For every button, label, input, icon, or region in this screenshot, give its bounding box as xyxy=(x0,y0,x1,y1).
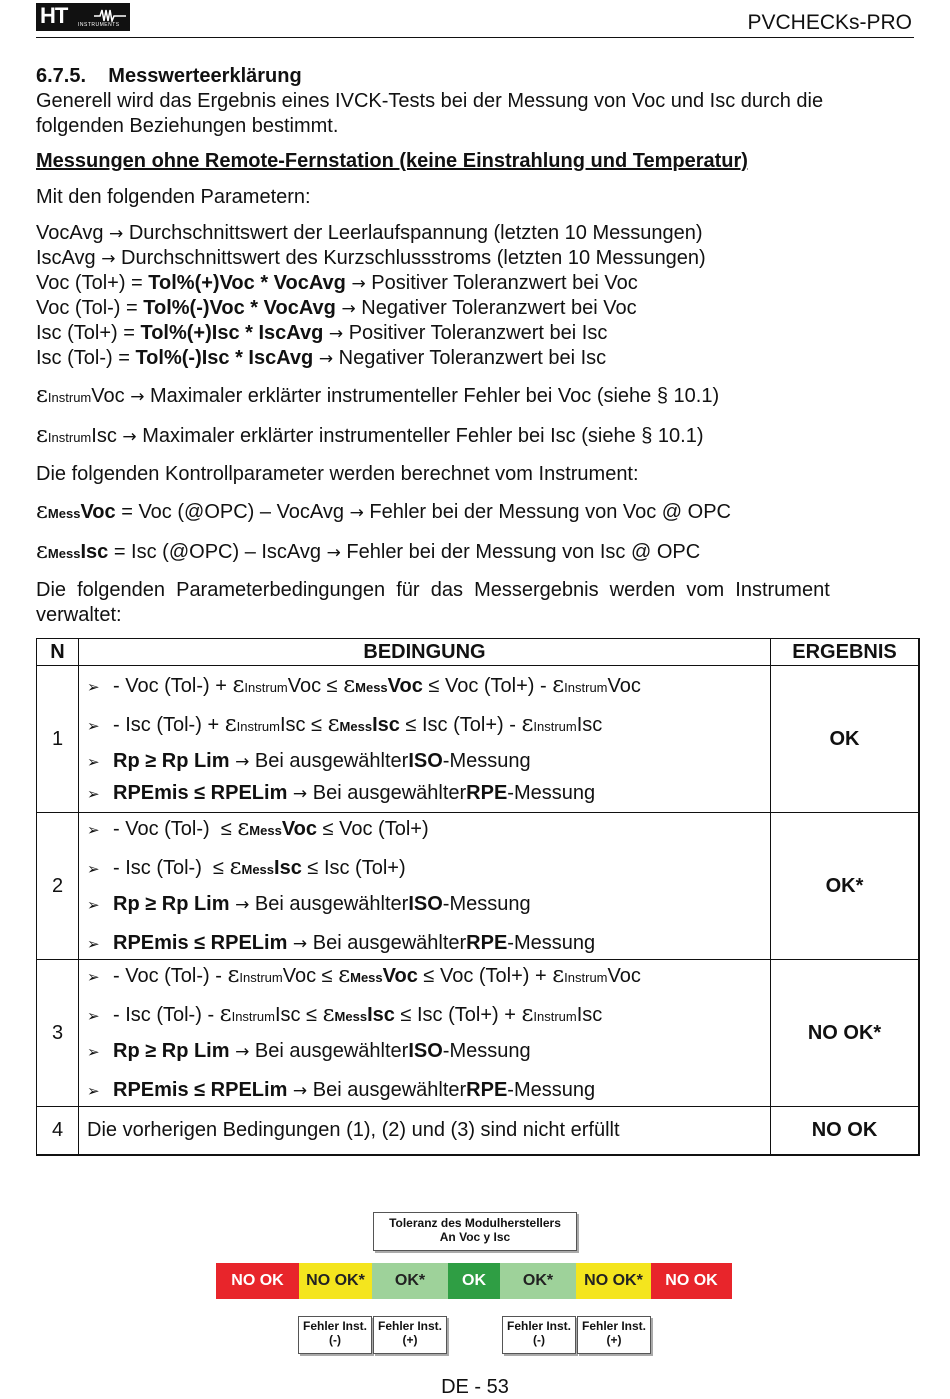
waveform-icon xyxy=(94,8,126,22)
ht-logo xyxy=(36,3,130,31)
arrow-icon: → xyxy=(318,349,334,369)
arrow-icon: → xyxy=(326,543,341,563)
arrow-icon: → xyxy=(130,387,145,407)
tolerance-segment: OK xyxy=(448,1263,501,1299)
row-number: 2 xyxy=(37,813,79,960)
arrow-icon: → xyxy=(235,895,250,915)
arrow-icon: → xyxy=(292,1081,308,1101)
tolerance-segment: NO OK* xyxy=(576,1263,652,1299)
condition-rp: ➢ Rp ≥ Rp Lim → Bei ausgewählter ISO -Messung xyxy=(87,893,531,915)
error-box-right-plus: Fehler Inst. (+) xyxy=(577,1316,651,1354)
row-result: NO OK xyxy=(771,1107,919,1155)
param-eps-instrum-isc: εInstrumIsc → Maximaler erklärter instrumenteller Fehler bei Isc (siehe § 10.1) xyxy=(36,422,704,448)
condition-isc: ➢ - Isc (Tol-) - ε Instrum Isc ≤ ε Mess Isc ≤ Isc (Tol+) + ε Instrum Isc xyxy=(87,1001,603,1027)
condition-rp: ➢ Rp ≥ Rp Lim → Bei ausgewählter ISO -Messung xyxy=(87,749,531,772)
cond-intro-line-1: Die folgenden Parameterbedingungen für das Messergebnis werden vom Instrument xyxy=(36,579,830,601)
arrow-icon: → xyxy=(328,324,344,344)
section-number: 6.7.5. xyxy=(36,65,87,87)
param-eps-instrum-voc: εInstrumVoc → Maximaler erklärter instrumenteller Fehler bei Voc (siehe § 10.1) xyxy=(36,382,720,408)
param-eps-mess-voc: εMessVoc = Voc (@OPC) – VocAvg → Fehler bei der Messung von Voc @ OPC xyxy=(36,498,731,524)
intro-line-1: Generell wird das Ergebnis eines IVCK-Tests bei der Messung von Voc und Isc durch die xyxy=(36,90,824,112)
tolerance-segment: OK* xyxy=(372,1263,449,1299)
arrow-icon: → xyxy=(292,934,308,954)
arrow-icon: → xyxy=(109,224,124,244)
arrow-icon: → xyxy=(349,503,364,523)
tolerance-segment: NO OK* xyxy=(299,1263,373,1299)
row-number: 3 xyxy=(37,960,79,1107)
control-intro: Die folgenden Kontrollparameter werden berechnet vom Instrument: xyxy=(36,463,639,485)
conditions-table xyxy=(36,638,920,1156)
table-row xyxy=(37,960,919,1107)
bullet-icon: ➢ xyxy=(87,1082,100,1100)
arrow-icon: → xyxy=(351,274,366,294)
tolerance-title-line-1: Toleranz des Modulherstellers xyxy=(389,1216,561,1230)
section-heading xyxy=(36,64,302,89)
row-result: NO OK* xyxy=(771,960,919,1107)
condition-rpe: ➢ RPEmis ≤ RPELim → Bei ausgewählter RPE -Messung xyxy=(87,1079,596,1101)
tolerance-segment: NO OK xyxy=(651,1263,733,1299)
row-result: OK xyxy=(771,666,919,813)
header-n: N xyxy=(37,639,79,666)
section-title: Messwerteerklärung xyxy=(108,65,302,87)
tolerance-title-box xyxy=(373,1212,577,1251)
row-conditions xyxy=(79,960,771,1107)
condition-voc: ➢ - Voc (Tol-) - ε Instrum Voc ≤ ε Mess Voc ≤ Voc (Tol+) + ε Instrum Voc xyxy=(87,962,641,988)
row-conditions: Die vorherigen Bedingungen (1), (2) und (3) sind nicht erfüllt xyxy=(79,1107,771,1155)
row-number: 4 xyxy=(37,1107,79,1155)
page-number: DE - 53 xyxy=(441,1376,509,1398)
bullet-icon: ➢ xyxy=(87,752,100,771)
arrow-icon: → xyxy=(122,427,137,447)
arrow-icon: → xyxy=(235,1042,250,1062)
header-result: ERGEBNIS xyxy=(771,639,919,666)
table-row xyxy=(37,1107,919,1155)
arrow-icon: → xyxy=(292,783,308,804)
condition-voc: ➢ - Voc (Tol-) ≤ ε Mess Voc ≤ Voc (Tol+) xyxy=(87,815,429,841)
error-box-right-minus: Fehler Inst. (-) xyxy=(502,1316,576,1354)
header-condition: BEDINGUNG xyxy=(79,639,771,666)
row-conditions xyxy=(79,813,771,960)
error-box-left-plus: Fehler Inst. (+) xyxy=(373,1316,447,1354)
param-isc-tol-minus: Isc (Tol-) = Tol%(-)Isc * IscAvg → Negativer Toleranzwert bei Isc xyxy=(36,347,607,369)
param-iscavg: IscAvg → Durchschnittswert des Kurzschlussstroms (letzten 10 Messungen) xyxy=(36,247,706,269)
bullet-icon: ➢ xyxy=(87,784,100,803)
condition-voc: ➢ - Voc (Tol-) + ε Instrum Voc ≤ ε Mess Voc ≤ Voc (Tol+) - ε Instrum Voc xyxy=(87,671,641,698)
arrow-icon: → xyxy=(235,751,250,772)
bullet-icon: ➢ xyxy=(87,968,100,986)
condition-rpe: ➢ RPEmis ≤ RPELim → Bei ausgewählter RPE -Messung xyxy=(87,781,596,804)
condition-rpe: ➢ RPEmis ≤ RPELim → Bei ausgewählter RPE -Messung xyxy=(87,932,596,954)
bullet-icon: ➢ xyxy=(87,1043,100,1061)
header-rule xyxy=(36,37,914,38)
logo-sub: INSTRUMENTS xyxy=(78,22,120,28)
row-result: OK* xyxy=(771,813,919,960)
arrow-icon: → xyxy=(101,249,116,269)
table-header-row xyxy=(37,639,919,666)
param-isc-tol-plus: Isc (Tol+) = Tol%(+)Isc * IscAvg → Positiver Toleranzwert bei Isc xyxy=(36,322,608,344)
arrow-icon: → xyxy=(341,299,356,319)
bullet-icon: ➢ xyxy=(87,935,100,953)
condition-isc: ➢ - Isc (Tol-) ≤ ε Mess Isc ≤ Isc (Tol+) xyxy=(87,854,406,880)
bullet-icon: ➢ xyxy=(87,896,100,914)
bullet-icon: ➢ xyxy=(87,716,100,735)
tolerance-title-line-2: An Voc y Isc xyxy=(439,1230,511,1244)
param-vocavg: VocAvg → Durchschnittswert der Leerlaufspannung (letzten 10 Messungen) xyxy=(36,222,703,244)
brand-name: PVCHECKs-PRO xyxy=(747,11,912,34)
cond-intro-line-2: verwaltet: xyxy=(36,604,122,626)
table-row xyxy=(37,666,919,813)
tolerance-segment: NO OK xyxy=(216,1263,300,1299)
bullet-icon: ➢ xyxy=(87,677,100,696)
param-voc-tol-plus: Voc (Tol+) = Tol%(+)Voc * VocAvg → Positiver Toleranzwert bei Voc xyxy=(36,272,638,294)
bullet-icon: ➢ xyxy=(87,1007,100,1025)
condition-rp: ➢ Rp ≥ Rp Lim → Bei ausgewählter ISO -Messung xyxy=(87,1040,531,1062)
bullet-icon: ➢ xyxy=(87,821,100,839)
tolerance-segment: OK* xyxy=(500,1263,577,1299)
intro-line-2: folgenden Beziehungen bestimmt. xyxy=(36,115,339,137)
logo-text: HT xyxy=(40,3,68,28)
param-eps-mess-isc: εMessIsc = Isc (@OPC) – IscAvg → Fehler bei der Messung von Isc @ OPC xyxy=(36,538,701,564)
error-box-left-minus: Fehler Inst. (-) xyxy=(298,1316,372,1354)
params-intro: Mit den folgenden Parametern: xyxy=(36,186,311,208)
subsection-title: Messungen ohne Remote-Fernstation (keine Einstrahlung und Temperatur) xyxy=(36,150,748,172)
param-voc-tol-minus: Voc (Tol-) = Tol%(-)Voc * VocAvg → Negativer Toleranzwert bei Voc xyxy=(36,297,637,319)
table-row xyxy=(37,813,919,960)
condition-isc: ➢ - Isc (Tol-) + ε Instrum Isc ≤ ε Mess Isc ≤ Isc (Tol+) - ε Instrum Isc xyxy=(87,710,603,737)
row-conditions xyxy=(79,666,771,813)
row-number: 1 xyxy=(37,666,79,813)
bullet-icon: ➢ xyxy=(87,860,100,878)
